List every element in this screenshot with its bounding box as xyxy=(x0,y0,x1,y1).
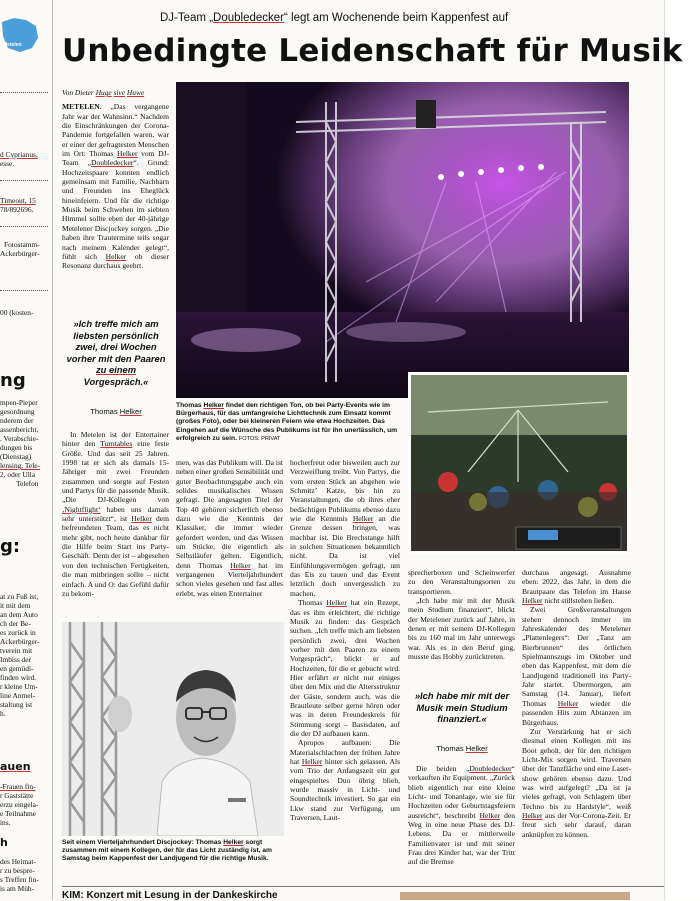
left-text: tverein mit xyxy=(0,646,33,655)
left-text: -Frauen fin- xyxy=(0,782,36,791)
paragraph: hocherfreut oder bisweilen auch zur Verzweiflung treibt. Von Partys, die vom ersten Stück an abgehen wie Schmitz’ Katze, bis hin zu Veranstaltungen, die ob ihres eher bedächtigen Publikums ebenso dazu wie die Kenntnis Helker an die Grenze dessen bringen, was machbar ist. Die Brechstange hilft in solchen Situationen bekanntlich nicht. Da ist viel Einfühlungsvermögen gefragt, um das Eis zu tauen und das Event letztlich doch unvergesslich zu machen. xyxy=(290,458,401,598)
article-column-4b xyxy=(408,764,515,867)
paragraph: Zur Verstärkung hat er sich diesmal einen Kollegen mit ins Boot geholt, der für den richtigen Licht-Mix sorgen wird. Traversen über der Tanzfläche und eine Laser-show gehören ebenso dazu. Und was wird aufgelegt? „Da ist ja vieles gefragt, von Schlagern über Techno bis zu Hardstyle“, weiß Helker aus der Vor-Corona-Zeit. Er freut sich sehr darauf, daran anknüpfen zu können. xyxy=(522,726,631,839)
paragraph: Thomas Helker hat ein Rezept, das es ihm erleichtert, die richtige Musik zu finden: das Gespräch suchen. „Ich treffe mich am liebsten persönlich zwei, drei Wochen vorher mit den Paaren zu einem Vorgespräch“, blickt er auf Hochzeiten, für die er gebucht wird. Hier erfährt er nicht nur einiges über den Mix und die Altersstruktur der Gäste, sondern auch, was die Brautleute selber gerne hören oder was in deren Freundeskreis für Stimmung sorgt – Basisdaten, auf die der DJ aufbauen kann. xyxy=(290,598,400,738)
left-text: es zurück in xyxy=(0,628,36,637)
kicker-text: DJ-Team „ xyxy=(160,12,214,24)
left-text: h. xyxy=(0,709,6,718)
left-text: erzu eingela- xyxy=(0,800,39,809)
divider xyxy=(0,290,48,291)
byline: Von Dieter Huge sive Huwe xyxy=(62,88,145,97)
paragraph: „Ich habe mir mit der Musik mein Studium finanziert“, blickt der Metelener zurück auf Jahre, in denen er mit seinem DJ-Kollegen bis zu 160 mal im Jahr unterwegs war. Als es in den Beruf ging, musste das Hobby zurücktreten. xyxy=(408,596,515,662)
left-text: an dem Auto xyxy=(0,610,38,619)
left-text: ch der Be- xyxy=(0,619,31,628)
left-text: nderem der xyxy=(0,416,34,425)
left-text: gesordnung xyxy=(0,407,35,416)
left-text: r zu bespre- xyxy=(0,866,35,875)
left-text: mpen-Pieper xyxy=(0,398,38,407)
quote-author-2: Thomas Helker xyxy=(436,744,488,753)
article-column-1b xyxy=(62,430,169,598)
article-column-3 xyxy=(290,458,400,822)
left-text: Imbiss der xyxy=(0,655,31,664)
quote-author: Thomas Helker xyxy=(90,407,142,416)
left-text: ins. xyxy=(0,818,11,827)
divider xyxy=(0,92,48,93)
paragraph: durchaus angesagt. Ausnahme eben: 2022, das Jahr, in dem die Brautpaare das Telefon im Hause Helker nicht stillstehen ließen. xyxy=(522,568,631,606)
left-text: 00 (kosten- xyxy=(0,308,34,317)
left-text: dungen bis xyxy=(0,443,33,452)
left-text: r kleine Um- xyxy=(0,682,38,691)
paragraph: Zwei Großveranstaltungen stehen dennoch immer im Jahreskalender des Metelener „Plattenlegers“: Der „Tanz am Bierbrunnen“ des örtlichen Spielmannszugs im Oktober und eben das Kappenfest, mit dem die Landjugend traditionell ins Party-Jahr startet. Übermorgen, am Samstag (14. Januar), liefert Thomas Helker wieder die passenden Hits zum Abtanzen im Bürgerhaus. xyxy=(522,605,632,727)
kicker xyxy=(160,12,508,24)
paragraph: men, was das Publikum will. Da ist neben einer großen Sensibilität und guter Beobachtungsgabe auch ein solides musikalisches Wissen gefragt. Die angesagten Titel der Top 40 gehören sicherlich ebenso dazu wie die Kenntnis der Klassiker, die immer wieder gefordert werden, und das Wissen um Stücke, die eigentlich als Selbstläufer gelten. Eigentlich, denn Thomas Helker hat im vergangenen Vierteljahrhundert schon vieles gesehen und fast alles erlebt, was einen Entertainer xyxy=(176,458,283,598)
left-text: e Teilnahme xyxy=(0,809,37,818)
left-text: s Treffen fin- xyxy=(0,875,39,884)
next-article-photo xyxy=(400,892,630,900)
article-column-1 xyxy=(62,88,169,271)
kicker-name: Doubledecker xyxy=(213,12,284,24)
paragraph: Die beiden „Doubledecker“ verkauften ihr Equipment. „Zurück blieb eigentlich nur eine kleine Licht- und Tonanlage, wie sie für Hochzeiten oder Geburtstagsfeiern ausreicht“, beschreibt Helker den Weg in eine neue Phase des DJ-Lebens. Da er mittlerweile Familienvater ist und mit seiner Frau drei Kinder hat, war der Tritt auf die Bremse xyxy=(408,764,515,867)
paragraph: In Metelen ist der Entertainer hinter den Turntables eine feste Größe. Und das seit 25 Jahren. 1998 tat er sich als damals 15-Jähriger mit zwei Freunden zusammen und sorgte auf Festen und Partys für die passende Musik. „Die DJ-Kollegen von ‚Nightflight‘ haben uns damals sehr unterstützt“, ist Helker dem befreundeten Team, das es nicht mehr gibt, noch heute dankbar für die Hilfe beim Start ins Party-Geschäft. Denn der ist – abgesehen von den technischen Fertigkeiten, die man mitbringen sollte – nicht einfach. A und O: das Gefühl dafür zu bekom- xyxy=(62,430,169,598)
pull-quote-2: »Ich habe mir mit der Musik mein Studium finanziert.« xyxy=(414,690,510,724)
divider xyxy=(0,180,48,181)
kicker-text: “ legt am Wochenende beim Kappenfest auf xyxy=(284,12,509,24)
divider xyxy=(0,226,48,227)
left-heading: g: xyxy=(0,536,21,557)
left-text: finden wird. xyxy=(0,673,37,682)
paragraph: METELEN. „Das vergangene Jahr war der Wahnsinn.“ Nachdem die Einschränkungen der Corona-Pandemie fortgefallen waren, war er einer der gefragtesten Menschen im Ort: Thomas Helker vom DJ-Team „Doubledecker“. Grund: Hochzeitspaare konnten endlich gemeinsam mit Familie, Nachbarn und Freunden ins Eheglück hineinfeiern. Und für die richtige Musik beim Schweben im siebten Himmel sollte eben der 40-jährige Metelener Discjockey sorgen. „Die haben ihre Trautermine teils sogar nach meinem Kalender gelegt“, fühlt sich Helker ob dieser Resonanz durchaus geehrt. xyxy=(62,102,170,271)
page-margin-right xyxy=(664,0,700,900)
left-text: Fotostamm- xyxy=(4,240,40,249)
caption-portrait: Seit einem Vierteljahrhundert Discjockey: Thomas Helker sorgt zusammen mit einem Kollegen, der für das Licht zuständig ist, am Samstag beim Kappenfest der Landjugend für die richtige Musik. xyxy=(62,839,272,863)
left-text: assenbericht, xyxy=(0,425,39,434)
paragraph: sprecherboxen und Scheinwerfer zu den Veranstaltungsorten zu transportieren. xyxy=(408,568,515,596)
left-text: Ackerbürger- xyxy=(0,637,40,646)
footer-rule xyxy=(62,886,664,887)
left-text: esse. xyxy=(0,159,15,168)
left-text: is am Müh- xyxy=(0,884,35,893)
left-text: des Heimat- xyxy=(0,857,36,866)
left-text: Ackerbürger- xyxy=(0,249,40,258)
left-heading: ng xyxy=(0,370,26,391)
left-text: . Verabschie- xyxy=(0,434,39,443)
metelen-map-logo xyxy=(0,16,42,56)
left-text: it mit dem xyxy=(0,601,31,610)
caption-main-photo: Thomas Helker findet den richtigen Ton, ob bei Party-Events wie im Bürgerhaus, für das umfangreiche Lichttechnik zum Einsatz kommt (großes Foto), oder bei kleineren Feiern wie etwa Hochzeiten. Das Eingehen auf die Wünsche des Publikums ist für ihn unerlässlich, um erfolgreich zu sein. FOTOS: PRIVAT xyxy=(176,402,398,442)
paragraph: Apropos aufbauen: Die Materialschlachten der frühen Jahre hat Helker hinter sich gelassen. Als vom Trio der Anfangszeit ein gut eingespieltes Duo übrig blieb, wurde massiv in Licht- und Soundtechnik investiert. So gar ein Lkw stand zur Verfügung, um Traversen, Laut- xyxy=(290,738,401,823)
portrait-photo-thomas xyxy=(62,622,284,836)
inset-photo-party xyxy=(408,372,630,554)
next-article-headline: KIM: Konzert mit Lesung in der Dankeskirche xyxy=(62,890,278,901)
left-text: 78/892696. xyxy=(0,205,34,214)
left-text: line Anmel- xyxy=(0,691,36,700)
left-heading: h xyxy=(0,836,8,849)
left-text: d Cyprianus, xyxy=(0,150,38,159)
article-column-4 xyxy=(408,568,515,661)
left-text: at zu Fuß ist, xyxy=(0,592,39,601)
left-text: Timeout, 15 xyxy=(0,196,36,205)
neighbor-column-left xyxy=(0,0,53,900)
left-text: lensing, Tele- xyxy=(0,461,40,470)
left-text: (Dienstag) xyxy=(0,452,32,461)
article-column-2 xyxy=(176,458,283,598)
article-column-5 xyxy=(522,568,631,839)
left-text: staltung ist xyxy=(0,700,33,709)
left-text: r Gaststätte xyxy=(0,791,34,800)
logo-text: Metelen xyxy=(3,42,22,48)
main-photo-stage-lights xyxy=(176,82,629,398)
headline: Unbedingte Leidenschaft für Musik xyxy=(62,33,683,69)
left-text: en gemüdi- xyxy=(0,664,34,673)
left-text: 2, oder Ulla xyxy=(0,470,36,479)
left-text: Telefon xyxy=(16,479,39,488)
left-heading: auen xyxy=(0,760,31,773)
pull-quote: »Ich treffe mich am liebsten persönlich zwei, drei Wochen vorher mit den Paaren zu einem Vorgespräch.« xyxy=(66,318,166,387)
